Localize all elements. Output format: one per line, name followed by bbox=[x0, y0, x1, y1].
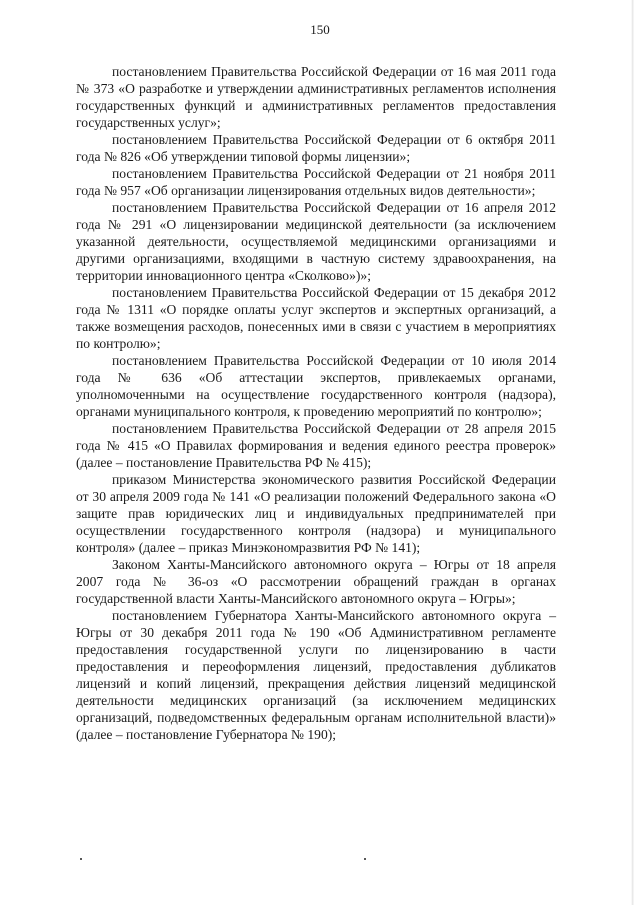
scan-speck bbox=[80, 858, 82, 860]
paragraph-4: постановлением Правительства Российской Федерации от 16 апреля 2012 года № 291 «О лицензировании медицинской деятельности (за исключением указанной деятельности, осуществляемой медицинскими организациями и другими организациями, входящими в частную систему здравоохранения, на территории инновационного центра «Сколково»)»; bbox=[76, 200, 556, 283]
scan-speck bbox=[364, 858, 366, 860]
paragraph-3: постановлением Правительства Российской Федерации от 21 ноября 2011 года № 957 «Об организации лицензирования отдельных видов деятельности»; bbox=[76, 166, 556, 198]
paragraph-10: постановлением Губернатора Ханты-Мансийского автономного округа – Югры от 30 декабря 2011 года № 190 «Об Административном регламенте предоставления государственной услуги по лицензированию в части предоставления и переоформления лицензий, предоставления дубликатов лицензий и копий лицензий, прекращения действия лицензий медицинской деятельности медицинских организаций (за исключением медицинских организаций, подведомственных федеральным органам исполнительной власти)» (далее – постановление Губернатора № 190); bbox=[76, 608, 556, 742]
paragraph-5: постановлением Правительства Российской Федерации от 15 декабря 2012 года № 1311 «О порядке оплаты услуг экспертов и экспертных организаций, а также возмещения расходов, понесенных ими в связи с участием в мероприятиях по контролю»; bbox=[76, 285, 556, 351]
paragraph-1: постановлением Правительства Российской Федерации от 16 мая 2011 года № 373 «О разработке и утверждении административных регламентов исполнения государственных функций и административных регламентов предоставления государственных услуг»; bbox=[76, 64, 556, 130]
page-number: 150 bbox=[310, 22, 330, 37]
scan-edge-shadow bbox=[631, 0, 634, 905]
paragraph-2: постановлением Правительства Российской Федерации от 6 октября 2011 года № 826 «Об утверждении типовой формы лицензии»; bbox=[76, 132, 556, 164]
document-body bbox=[76, 63, 556, 743]
paragraph-8: приказом Министерства экономического развития Российской Федерации от 30 апреля 2009 года № 141 «О реализации положений Федерального закона «О защите прав юридических лиц и индивидуальных предпринимателей при осуществлении государственного контроля (надзора) и муниципального контроля» (далее – приказ Минэкономразвития РФ № 141); bbox=[76, 472, 556, 555]
paragraph-7: постановлением Правительства Российской Федерации от 28 апреля 2015 года № 415 «О Правилах формирования и ведения единого реестра проверок» (далее – постановление Правительства РФ № 415); bbox=[76, 421, 556, 470]
paragraph-9: Законом Ханты-Мансийского автономного округа – Югры от 18 апреля 2007 года № 36-оз «О рассмотрении обращений граждан в органах государственной власти Ханты-Мансийского автономного округа – Югры»; bbox=[76, 557, 556, 606]
paragraph-6: постановлением Правительства Российской Федерации от 10 июля 2014 года № 636 «Об аттестации экспертов, привлекаемых органами, уполномоченными на осуществление государственного контроля (надзора), органами муниципального контроля, к проведению мероприятий по контролю»; bbox=[76, 353, 556, 419]
